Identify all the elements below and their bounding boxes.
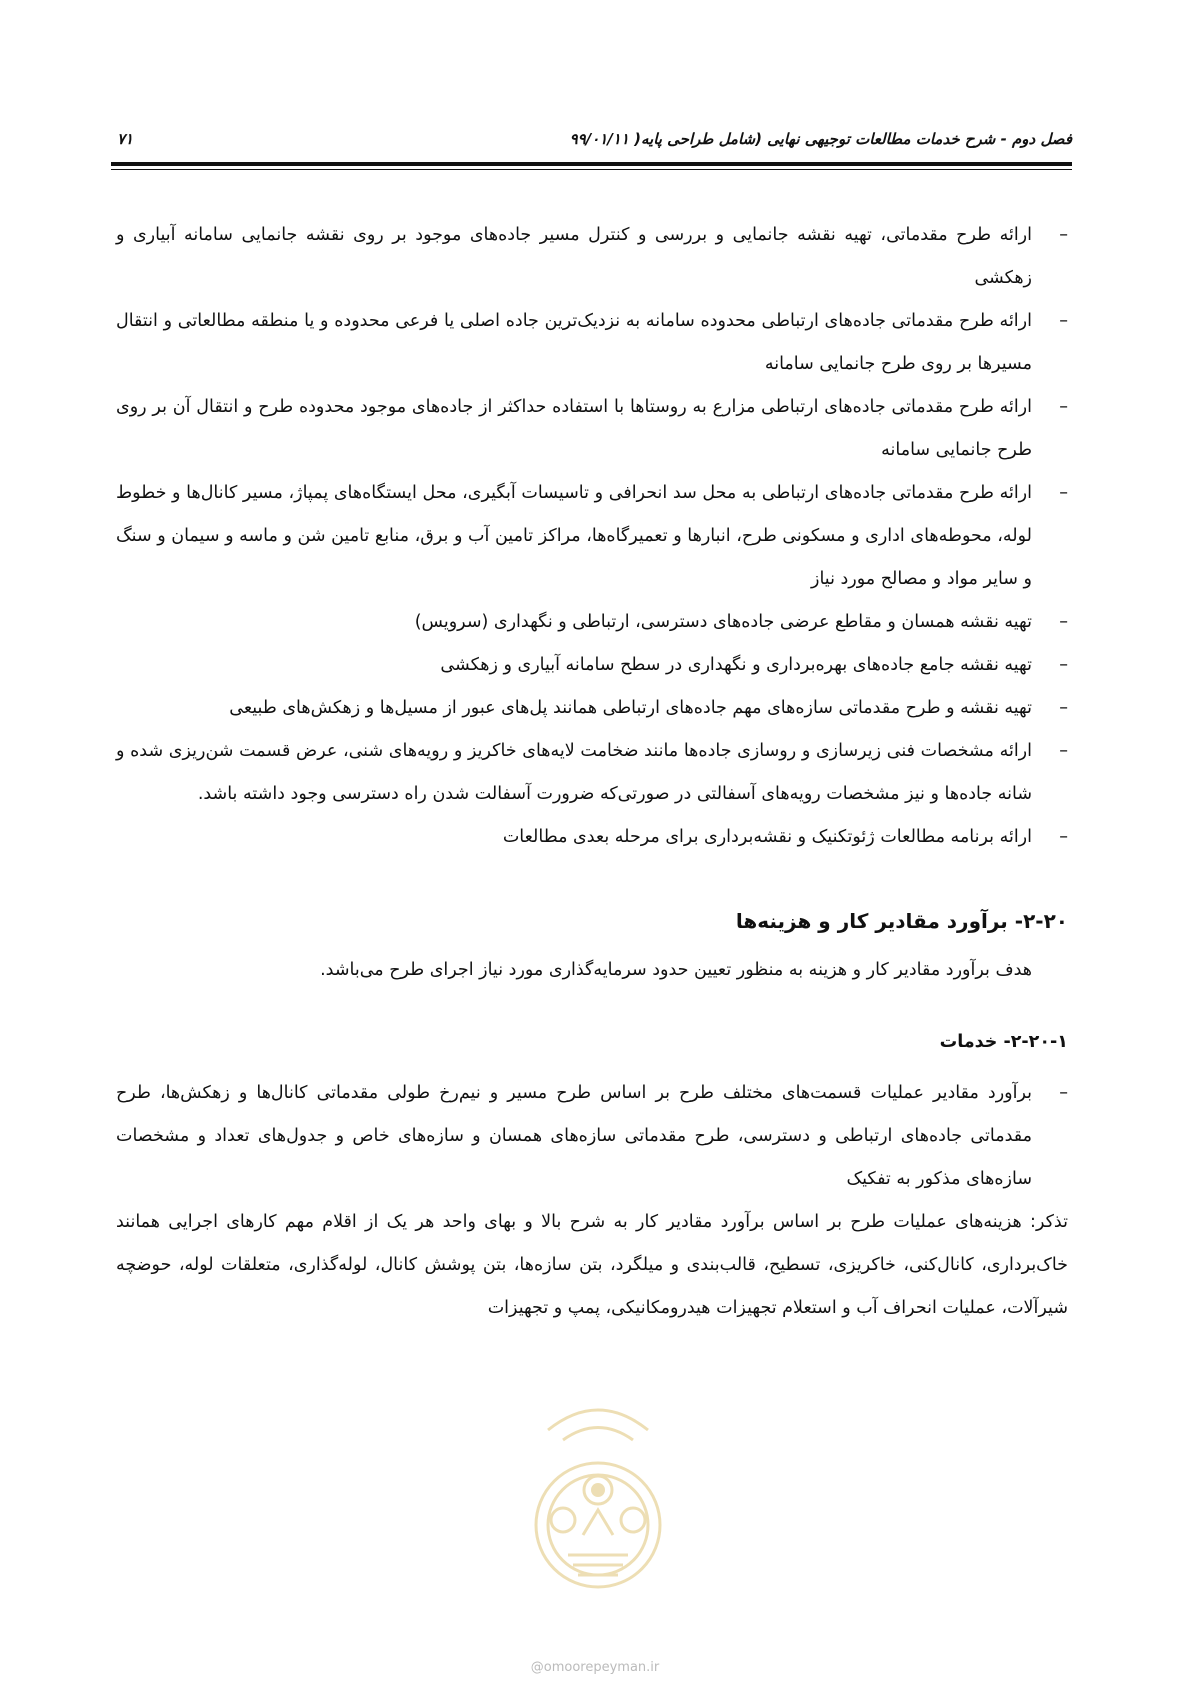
header-rule-thick — [111, 162, 1072, 166]
watermark-seal-icon — [508, 1385, 688, 1595]
bullet-dash: – — [1059, 1083, 1068, 1103]
road-design-bullets — [116, 214, 1068, 859]
list-item: – ارائه طرح مقدماتی جاده‌های ارتباطی محدوده سامانه به نزدیک‌ترین جاده اصلی یا فرعی محدوده و یا منطقه مطالعاتی و انتقال مسیرها بر روی طرح جانمایی سامانه — [116, 300, 1068, 386]
list-item: – ارائه طرح مقدماتی جاده‌های ارتباطی به محل سد انحرافی و تاسیسات آبگیری، محل ایستگاه‌های پمپاژ، مسیر کانال‌ها و خطوط لوله، محوطه‌های اداری و مسکونی طرح، انبارها و تعمیرگاه‌ها، مراکز تامین آب و برق، منابع تامین شن و ماسه و سیمان و سنگ و سایر مواد و مصالح مورد نیاز — [116, 472, 1068, 601]
section-heading: ۲-۲۰- برآورد مقادیر کار و هزینه‌ها — [735, 909, 1068, 933]
bullet-dash: – — [1059, 397, 1068, 417]
list-item: – تهیه نقشه و طرح مقدماتی سازه‌های مهم جاده‌های ارتباطی همانند پل‌های عبور از مسیل‌ها و زهکش‌های طبیعی — [116, 687, 1068, 730]
list-item: – برآورد مقادیر عملیات قسمت‌های مختلف طرح بر اساس طرح مسیر و نیم‌رخ طولی مقدماتی کانال‌ها و زهکش‌ها، طرح مقدماتی جاده‌های ارتباطی و دسترسی، طرح مقدماتی سازه‌های همسان و سازه‌های خاص و جدول‌های تعداد و مشخصات سازه‌های مذکور به تفکیک — [116, 1072, 1068, 1201]
list-item: – ارائه طرح مقدماتی جاده‌های ارتباطی مزارع به روستاها با استفاده حداکثر از جاده‌های موجود محدوده طرح و انتقال آن بر روی طرح جانمایی سامانه — [116, 386, 1068, 472]
bullet-dash: – — [1059, 741, 1068, 761]
bullet-dash: – — [1059, 311, 1068, 331]
section-intro: هدف برآورد مقادیر کار و هزینه به منظور تعیین حدود سرمایه‌گذاری مورد نیاز اجرای طرح می‌باشد. — [320, 960, 1032, 980]
page-body — [116, 214, 1068, 1330]
services-bullets — [116, 1072, 1068, 1201]
page-header — [111, 130, 1072, 156]
list-item: – تهیه نقشه جامع جاده‌های بهره‌برداری و نگهداری در سطح سامانه آبیاری و زهکشی — [116, 644, 1068, 687]
header-rule-thin — [111, 169, 1072, 170]
bullet-dash: – — [1059, 655, 1068, 675]
list-item: – ارائه طرح مقدماتی، تهیه نقشه جانمایی و بررسی و کنترل مسیر جاده‌های موجود بر روی نقشه جانمایی سامانه آبیاری و زهکشی — [116, 214, 1068, 300]
list-item: – ارائه برنامه مطالعات ژئوتکنیک و نقشه‌برداری برای مرحله بعدی مطالعات — [116, 816, 1068, 859]
bullet-dash: – — [1059, 225, 1068, 245]
page-number: ۷۱ — [117, 130, 134, 148]
subsection-heading: ۲-۲۰-۱- خدمات — [939, 1032, 1068, 1052]
list-item: – تهیه نقشه همسان و مقاطع عرضی جاده‌های دسترسی، ارتباطی و نگهداری (سرویس) — [116, 601, 1068, 644]
bullet-dash: – — [1059, 698, 1068, 718]
watermark-site: @omoorepeyman.ir — [530, 1660, 660, 1675]
bullet-dash: – — [1059, 483, 1068, 503]
list-item: – ارائه مشخصات فنی زیرسازی و روسازی جاده‌ها مانند ضخامت لایه‌های خاکریز و رویه‌های شنی، عرض قسمت شن‌ریزی شده و شانه جاده‌ها و نیز مشخصات رویه‌های آسفالتی در صورتی‌که ضرورت آسفالت شدن راه دسترسی وجود داشته باشد. — [116, 730, 1068, 816]
note-paragraph: تذکر: هزینه‌های عملیات طرح بر اساس برآورد مقادیر کار به شرح بالا و بهای واحد هر یک از اقلام مهم کارهای اجرایی همانند خاک‌برداری، کانال‌کنی، خاکریزی، تسطیح، قالب‌بندی و میلگرد، بتن سازه‌ها، بتن پوشش کانال، لوله‌گذاری، متعلقات لوله، حوضچه شیرآلات، عملیات انحراف آب و استعلام تجهیزات هیدرومکانیکی، پمپ و تجهیزات — [116, 1212, 1068, 1318]
bullet-dash: – — [1059, 612, 1068, 632]
header-title: فصل دوم - شرح خدمات مطالعات توجیهی نهایی (شامل طراحی پایه( ۹۹/۰۱/۱۱ — [569, 130, 1072, 148]
bullet-dash: – — [1059, 827, 1068, 847]
